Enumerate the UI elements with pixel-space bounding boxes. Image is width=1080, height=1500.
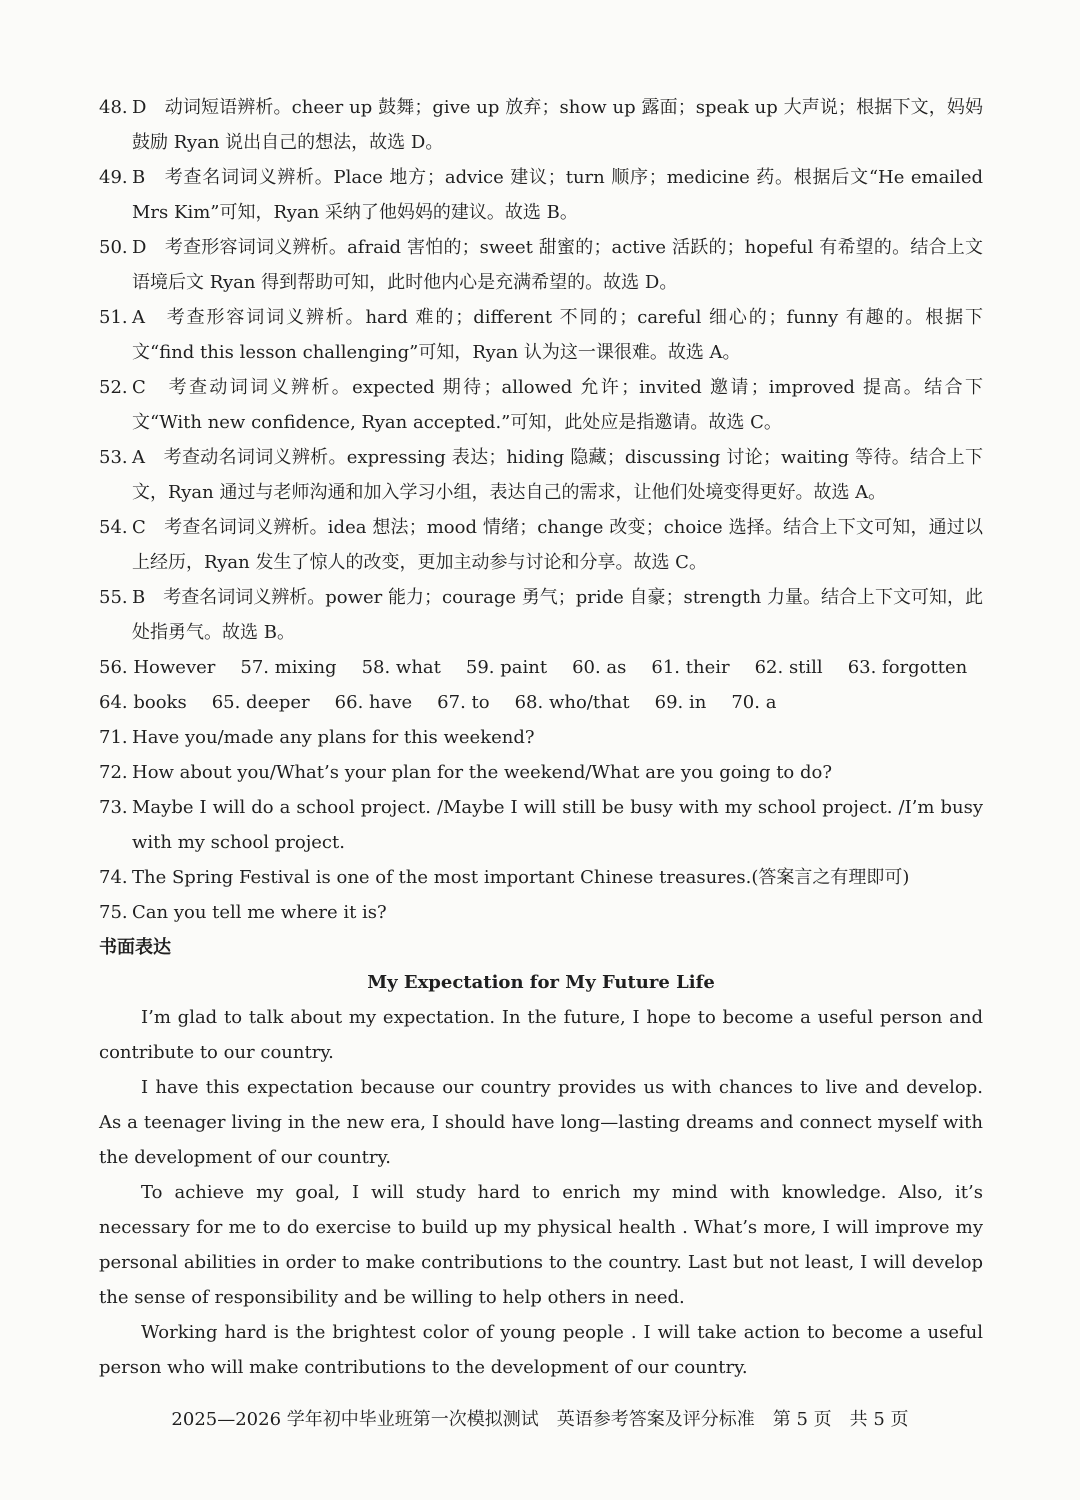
essay-paragraph: Working hard is the brightest color of young people . I will take action to become a useful person who will make contributions to the development of our country. [99,1322,983,1378]
fill-answer: 58. what [361,657,441,678]
answer-number: 71. [99,727,128,748]
essay-paragraph: I’m glad to talk about my expectation. In the future, I hope to become a useful person and contribute to our country. [99,1007,983,1063]
answer-text: B 考查名词词义辨析。Place 地方；advice 建议；turn 顺序；medicine 药。根据后文“He emailed Mrs Kim”可知，Ryan 采纳了他妈妈的建议。故选 B。 [132,167,983,223]
answer-item [99,755,983,790]
answer-number: 72. [99,762,128,783]
fill-answer: 59. paint [465,657,548,678]
answer-text: C 考查名词词义辨析。idea 想法；mood 情绪；change 改变；choice 选择。结合上下文可知，通过以上经历，Ryan 发生了惊人的改变，更加主动参与讨论和分享。故选 C。 [132,517,983,573]
answer-number: 50. [99,237,128,258]
answer-text: Have you/made any plans for this weekend? [132,727,535,748]
written-answers [99,720,983,930]
answer-text: A 考查形容词词义辨析。hard 难的；different 不同的；careful 细心的；funny 有趣的。根据下文“find this lesson challenging”可知，Ryan 认为这一课很难。故选 A。 [132,307,983,363]
fill-answer: 61. their [651,657,730,678]
fill-answer: 70. a [731,692,777,713]
page-content [99,90,983,1385]
answer-text: Maybe I will do a school project. /Maybe I will still be busy with my school project. /I’m busy with my school project. [132,797,983,853]
page-footer: 2025—2026 学年初中毕业班第一次模拟测试 英语参考答案及评分标准 第 5 页 共 5 页 [171,1409,909,1430]
answer-text: D 动词短语辨析。cheer up 鼓舞；give up 放弃；show up 露面；speak up 大声说；根据下文，妈妈鼓励 Ryan 说出自己的想法，故选 D。 [132,97,983,153]
fill-answer: 69. in [654,692,707,713]
answer-text: C 考查动词词义辨析。expected 期待；allowed 允许；invited 邀请；improved 提高。结合下文“With new confidence, Ryan accepted.”可知，此处应是指邀请。故选 C。 [132,377,983,433]
answer-text: A 考查动名词词义辨析。expressing 表达；hiding 隐藏；discussing 讨论；waiting 等待。结合上下文，Ryan 通过与老师沟通和加入学习小组，表达自己的需求，让他们处境变得更好。故选 A。 [132,447,983,503]
fill-answer: 62. still [754,657,823,678]
answer-item [99,720,983,755]
answer-item [99,300,983,370]
answer-number: 49. [99,167,128,188]
answer-text: The Spring Festival is one of the most important Chinese treasures.(答案言之有理即可) [132,867,910,888]
essay-paragraph: To achieve my goal, I will study hard to enrich my mind with knowledge. Also, it’s necessary for me to do exercise to build up my physical health . What’s more, I will improve my personal abilities in order to make contributions to the country. Last but not least, I will develop the sense of responsibility and be willing to help others in need. [99,1182,983,1308]
answer-text: D 考查形容词词义辨析。afraid 害怕的；sweet 甜蜜的；active 活跃的；hopeful 有希望的。结合上文语境后文 Ryan 得到帮助可知，此时他内心是充满希望的。故选 D。 [132,237,983,293]
answer-number: 55. [99,587,128,608]
answer-item [99,370,983,440]
multiple-choice-answers [99,90,983,650]
fill-in-answers-row-2 [99,685,983,720]
answer-item [99,90,983,160]
answer-number: 53. [99,447,128,468]
answer-number: 75. [99,902,128,923]
essay-paragraph: I have this expectation because our country provides us with chances to live and develop. As a teenager living in the new era, I should have long—lasting dreams and connect myself with the development of our country. [99,1077,983,1168]
fill-answer: 57. mixing [240,657,337,678]
answer-number: 74. [99,867,128,888]
answer-item [99,895,983,930]
fill-answer: 66. have [334,692,413,713]
fill-answer: 65. deeper [211,692,310,713]
section-heading: 书面表达 [99,937,171,958]
answer-item [99,580,983,650]
answer-text: B 考查名词词义辨析。power 能力；courage 勇气；pride 自豪；strength 力量。结合上下文可知，此处指勇气。故选 B。 [132,587,983,643]
fill-answer: 63. forgotten [847,657,968,678]
answer-text: How about you/What’s your plan for the weekend/What are you going to do? [132,762,832,783]
answer-text: Can you tell me where it is? [132,902,387,923]
fill-answer: 56. However [99,657,216,678]
answer-item [99,790,983,860]
answer-number: 73. [99,797,128,818]
answer-item [99,440,983,510]
fill-answer: 64. books [99,692,187,713]
answer-item [99,230,983,300]
fill-answer: 60. as [572,657,627,678]
answer-item [99,160,983,230]
fill-answer: 68. who/that [514,692,630,713]
fill-in-answers-row-1 [99,650,983,685]
answer-number: 52. [99,377,128,398]
answer-number: 48. [99,97,128,118]
answer-item [99,510,983,580]
answer-number: 51. [99,307,128,328]
fill-answer: 67. to [437,692,490,713]
essay-title: My Expectation for My Future Life [367,972,715,993]
answer-item [99,860,983,895]
answer-number: 54. [99,517,128,538]
